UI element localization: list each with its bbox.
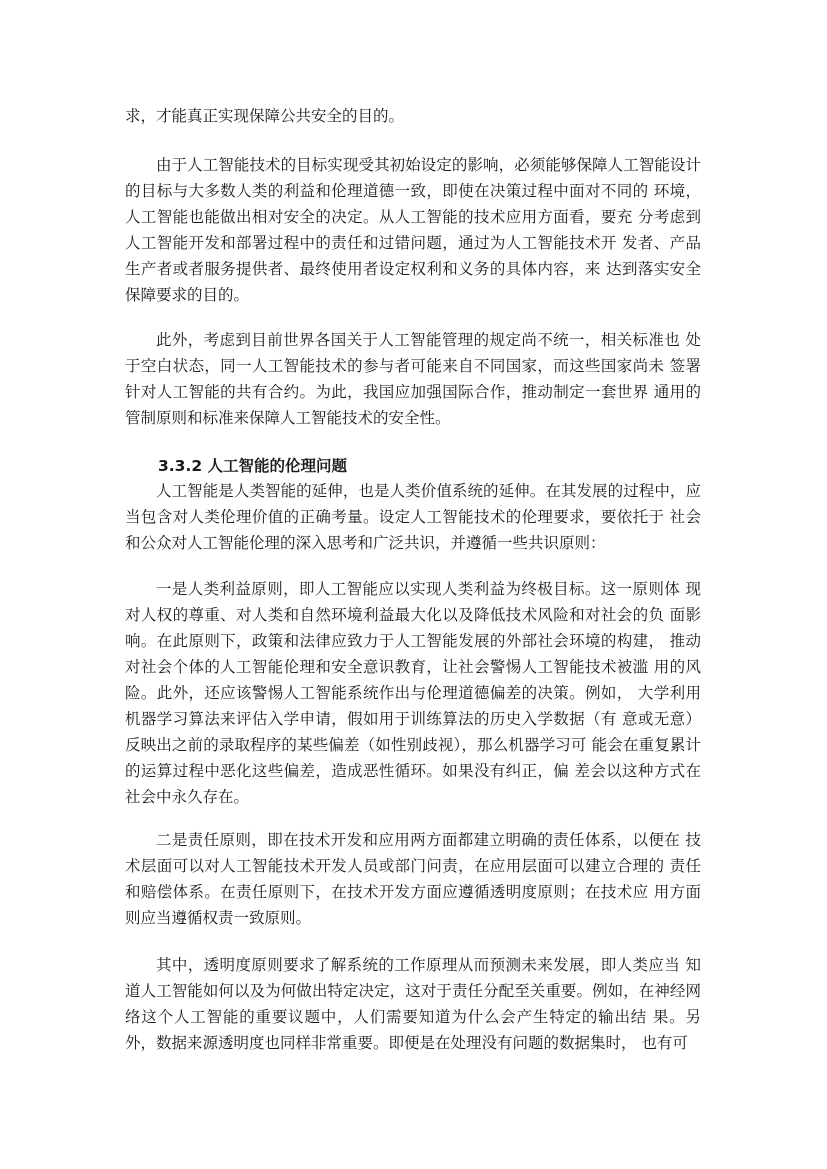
paragraph-transparency-principle: 其中，透明度原则要求了解系统的工作原理从而预测未来发展，即人类应当 知道人工智能如何以及为何做出特定决定，这对于责任分配至关重要。例如，在神经网络这个人工智能的重要议题中，人们需要知道为什么会产生特定的输出结 果。另外，数据来源透明度也同样非常重要。即便是在处理没有问题的数据集时， 也有可 bbox=[125, 956, 701, 1052]
paragraph-safety-design: 由于人工智能技术的目标实现受其初始设定的影响，必须能够保障人工智能设计的目标与大多数人类的利益和伦理道德一致，即使在决策过程中面对不同的 环境，人工智能也能做出相对安全的决定。从人工智能的技术应用方面看，要充 分考虑到人工智能开发和部署过程中的责任和过错问题，通过为人工智能技术开 发者、产品生产者或者服务提供者、最终使用者设定权利和义务的具体内容，来 达到落实安全保障要求的目的。 bbox=[125, 156, 701, 304]
paragraph-responsibility-principle: 二是责任原则，即在技术开发和应用两方面都建立明确的责任体系，以便在 技术层面可以对人工智能技术开发人员或部门问责，在应用层面可以建立合理的 责任和赔偿体系。在责任原则下，在技术开发方面应遵循透明度原则；在技术应 用方面则应当遵循权责一致原则。 bbox=[125, 831, 701, 927]
paragraph-continuation: 求，才能真正实现保障公共安全的目的。 bbox=[125, 107, 405, 125]
paragraph-international-cooperation: 此外，考虑到目前世界各国关于人工智能管理的规定尚不统一，相关标准也 处于空白状态，同一人工智能技术的参与者可能来自不同国家，而这些国家尚未 签署针对人工智能的共有合约。为此，我国应加强国际合作，推动制定一套世界 通用的管制原则和标准来保障人工智能技术的安全性。 bbox=[125, 331, 701, 427]
paragraph-human-interest-principle: 一是人类利益原则，即人工智能应以实现人类利益为终极目标。这一原则体 现对人权的尊重、对人类和自然环境利益最大化以及降低技术风险和对社会的负 面影响。在此原则下，政策和法律应致力于人工智能发展的外部社会环境的构建， 推动对社会个体的人工智能伦理和安全意识教育，让社会警惕人工智能技术被滥 用的风险。此外，还应该警惕人工智能系统作出与伦理道德偏差的决策。例如， 大学利用机器学习算法来评估入学申请，假如用于训练算法的历史入学数据（有 意或无意）反映出之前的录取程序的某些偏差（如性别歧视），那么机器学习可 能会在重复累计的运算过程中恶化这些偏差，造成恶性循环。如果没有纠正，偏 差会以这种方式在社会中永久存在。 bbox=[125, 580, 701, 806]
paragraph-ethics-intro: 人工智能是人类智能的延伸，也是人类价值系统的延伸。在其发展的过程中，应当包含对人类伦理价值的正确考量。设定人工智能技术的伦理要求，要依托于 社会和公众对人工智能伦理的深入思考和广泛共识，并遵循一些共识原则： bbox=[125, 482, 701, 552]
section-heading: 3.3.2 人工智能的伦理问题 bbox=[158, 457, 348, 475]
